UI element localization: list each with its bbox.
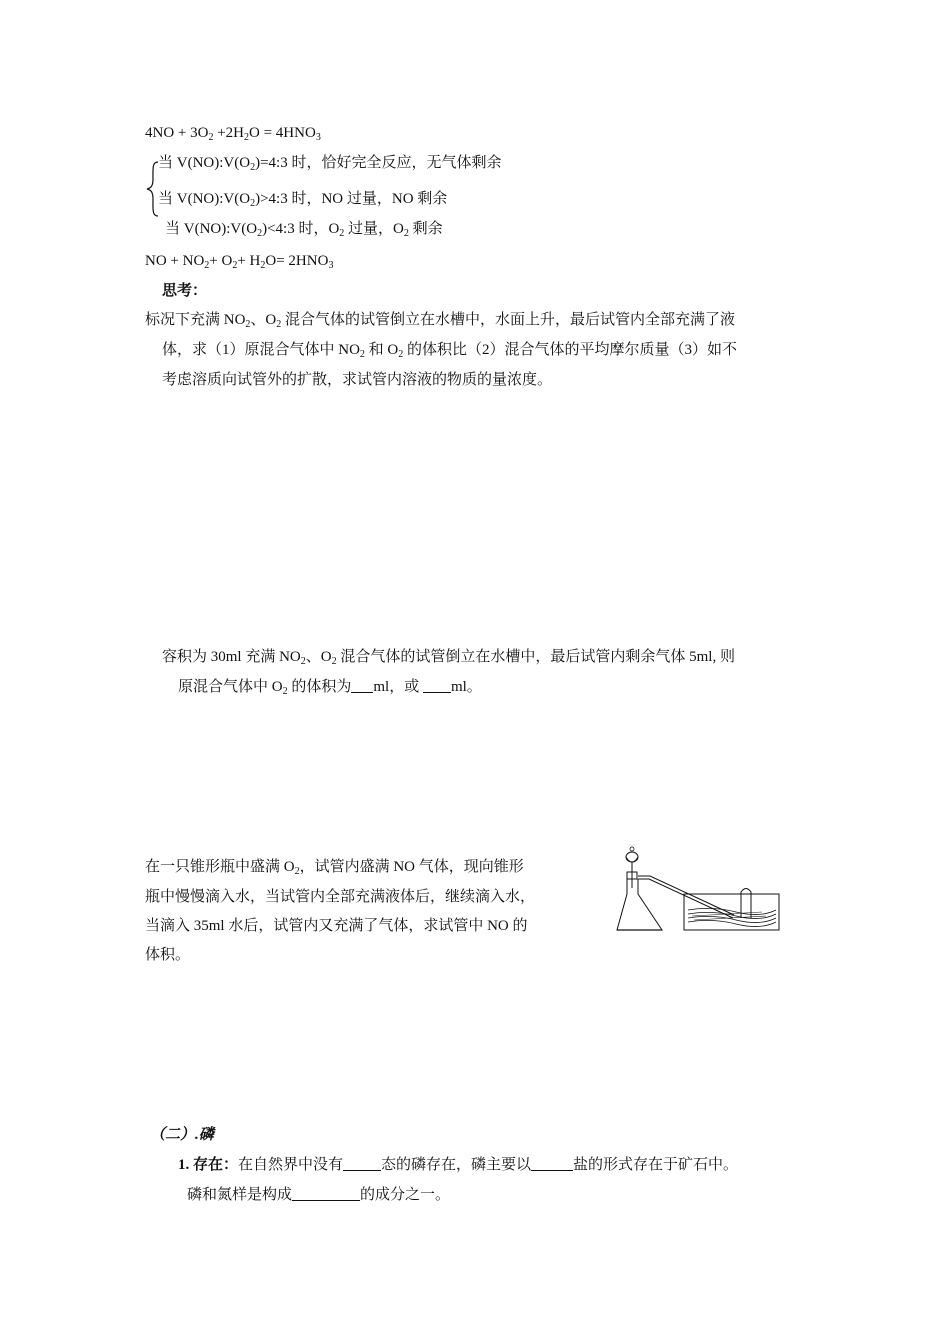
answer-blank-1[interactable] — [351, 678, 373, 693]
question-3-line-4: 体积。 — [145, 947, 191, 963]
item-1-line-1: 1. 存在：在自然界中没有 态的磷存在，磷主要以 盐的形式存在于矿石中。 — [178, 1157, 739, 1173]
answer-blank-2[interactable] — [423, 678, 451, 693]
answer-blank-3[interactable] — [343, 1156, 381, 1171]
question-3-line-3: 当滴入 35ml 水后，试管内又充满了气体，求试管中 NO 的 — [145, 918, 528, 934]
case-line-2: 当 $V(NO):V(O_2)>4:3$ 时，NO 过量，NO 剩余 — [158, 191, 448, 209]
question-2-line-2: 原混合气体中 $O_2$ 的体积为 ml，或 ml。 — [178, 679, 482, 697]
answer-blank-4[interactable] — [531, 1156, 573, 1171]
equation-2: NO + $NO_2+ O_2+ H_2O= 2HNO_3$ — [145, 253, 334, 271]
equation-1: $4NO + 3O_2 +2H_2O = 4HNO_3$ — [145, 125, 321, 143]
question-1-line-2: 体，求（1）原混合气体中 $NO_2$ 和 $O_2$ 的体积比（2）混合气体的平均摩尔质量（3）如不 — [162, 342, 738, 360]
flask-apparatus-figure — [612, 842, 787, 937]
question-1-line-1: 标况下充满 $NO_2$、$O_2$ 混合气体的试管倒立在水槽中，水面上升，最后试管内全部充满了液 — [145, 312, 736, 330]
question-2-line-1: 容积为 30ml 充满 $NO_2$、$O_2$ 混合气体的试管倒立在水槽中，最后试管内剩余气体 5ml, 则 — [162, 649, 735, 667]
question-1-line-3: 考虑溶质向试管外的扩散，求试管内溶液的物质的量浓度。 — [162, 372, 553, 388]
question-3-line-1: 在一只锥形瓶中盛满 $O_2$，试管内盛满 NO 气体，现向锥形 — [145, 859, 524, 877]
section-2-title: （二）.磷 — [150, 1127, 214, 1143]
case-line-3: 当 $V(NO):V(O_2)<4:3$ 时，$O_2$ 过量，$O_2$ 剩余 — [165, 221, 443, 239]
question-3-line-2: 瓶中慢慢滴入水，当试管内全部充满液体后，继续滴入水， — [145, 889, 536, 905]
think-label: 思考： — [162, 283, 208, 299]
answer-blank-5[interactable] — [292, 1186, 360, 1201]
case-line-1: 当 $V(NO):V(O_2)=4:3$ 时，恰好完全反应，无气体剩余 — [158, 155, 502, 173]
item-1-line-2: 磷和氮样是构成 的成分之一。 — [187, 1187, 451, 1203]
